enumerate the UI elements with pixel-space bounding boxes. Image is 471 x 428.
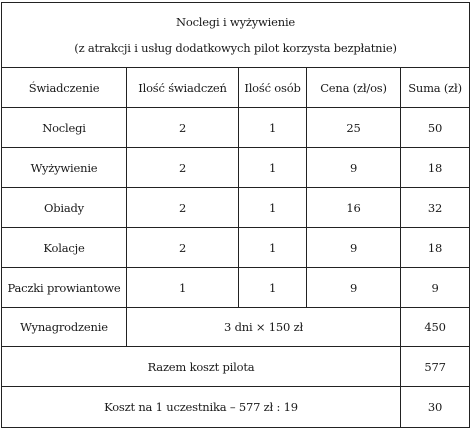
table-row [2, 108, 470, 148]
pilot-cost-table [1, 2, 470, 428]
table-title-row [2, 3, 470, 68]
cell-price: 9 [307, 268, 401, 308]
table-row [2, 228, 470, 268]
cell-sum: 18 [401, 228, 470, 268]
cell-price: 25 [307, 108, 401, 148]
cell-count: 2 [127, 148, 239, 188]
per-participant-label: Koszt na 1 uczestnika – 577 zł : 19 [2, 387, 401, 428]
total-value: 577 [401, 347, 470, 387]
column-header-service: Świadczenie [2, 68, 127, 108]
cell-count: 2 [127, 108, 239, 148]
per-participant-row [2, 387, 470, 428]
table-row [2, 148, 470, 188]
table-title: Noclegi i wyżywienie [175, 15, 296, 30]
cell-price: 9 [307, 148, 401, 188]
table-header-row [2, 68, 470, 108]
salary-label: Wynagrodzenie [2, 308, 127, 347]
table-subtitle: (z atrakcji i usług dodatkowych pilot korzysta bezpłatnie) [74, 40, 397, 55]
column-header-persons: Ilość osób [239, 68, 307, 108]
cell-count: 2 [127, 188, 239, 228]
total-label: Razem koszt pilota [2, 347, 401, 387]
salary-value: 450 [401, 308, 470, 347]
cell-persons: 1 [239, 108, 307, 148]
cell-service: Noclegi [2, 108, 127, 148]
salary-formula: 3 dni × 150 zł [127, 308, 401, 347]
per-participant-value: 30 [401, 387, 470, 428]
cell-sum: 32 [401, 188, 470, 228]
cell-persons: 1 [239, 268, 307, 308]
column-header-sum: Suma (zł) [401, 68, 470, 108]
cell-service: Obiady [2, 188, 127, 228]
cell-sum: 50 [401, 108, 470, 148]
cell-price: 16 [307, 188, 401, 228]
table-title-cell [2, 3, 470, 68]
cell-persons: 1 [239, 148, 307, 188]
cell-count: 2 [127, 228, 239, 268]
cell-service: Kolacje [2, 228, 127, 268]
cell-count: 1 [127, 268, 239, 308]
cell-service: Wyżywienie [2, 148, 127, 188]
cell-sum: 18 [401, 148, 470, 188]
cell-sum: 9 [401, 268, 470, 308]
total-row [2, 347, 470, 387]
cell-price: 9 [307, 228, 401, 268]
cell-persons: 1 [239, 188, 307, 228]
table-row [2, 268, 470, 308]
column-header-price: Cena (zł/os) [307, 68, 401, 108]
cell-service: Paczki prowiantowe [2, 268, 127, 308]
column-header-count: Ilość świadczeń [127, 68, 239, 108]
cell-persons: 1 [239, 228, 307, 268]
table-row [2, 188, 470, 228]
salary-row [2, 308, 470, 347]
